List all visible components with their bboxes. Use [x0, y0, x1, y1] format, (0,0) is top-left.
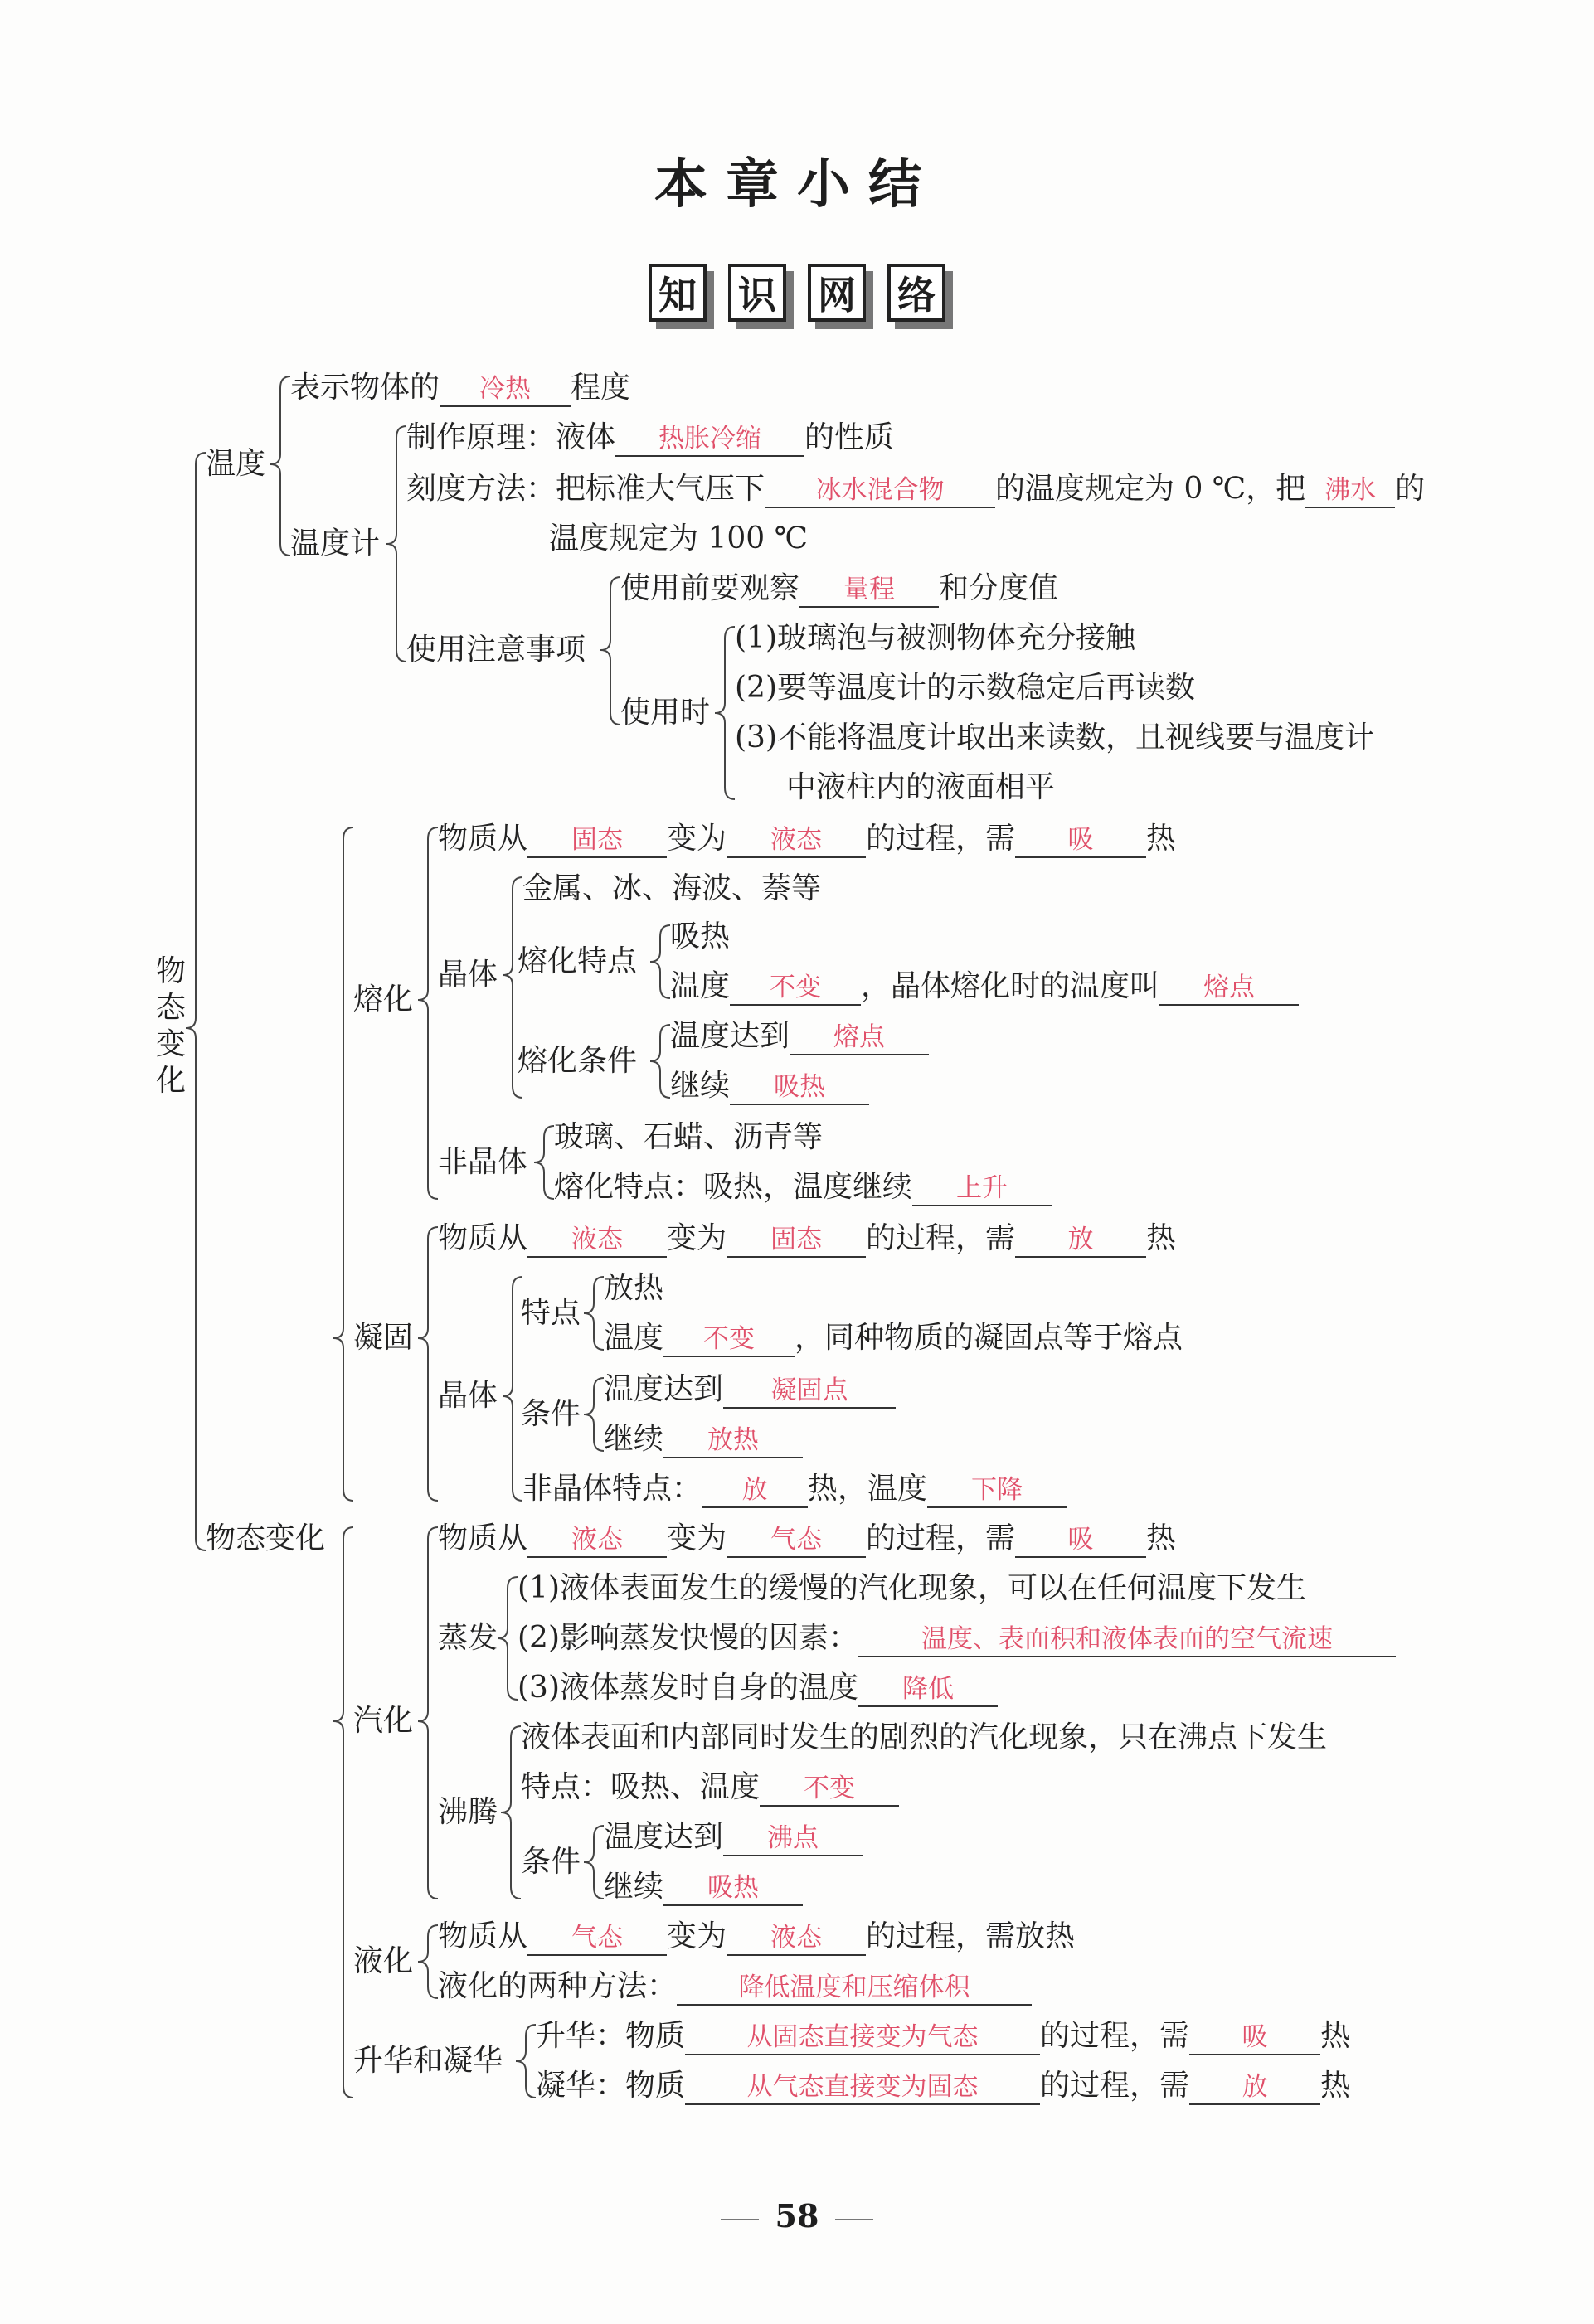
- dash-right: [835, 2219, 873, 2220]
- line-text: 热: [1320, 2069, 1351, 2103]
- answer-blank: 吸热: [663, 1871, 803, 1906]
- map-line-l13: [670, 968, 1299, 1006]
- map-line-l26: [518, 1619, 1396, 1657]
- brace: [501, 1726, 521, 1899]
- label-jingti1: 晶体: [438, 958, 498, 992]
- line-text: 凝华：物质: [536, 2069, 686, 2103]
- brace: [584, 1378, 604, 1451]
- answer-blank: 沸点: [723, 1822, 863, 1856]
- brace: [715, 627, 735, 799]
- brace: [418, 1227, 438, 1501]
- map-line-l10: [438, 820, 1176, 858]
- answer-blank: 不变: [663, 1322, 795, 1357]
- map-line-l11: [522, 870, 821, 908]
- brace: [386, 426, 406, 662]
- label-tiaojian2: 条件: [521, 1845, 581, 1879]
- label-shiyong-zhuyi: 使用注意事项: [406, 633, 586, 667]
- line-text: ，同种物质的凝固点等于熔点: [795, 1321, 1183, 1355]
- map-line-l34: [536, 2017, 1350, 2055]
- answer-blank: 熔点: [790, 1021, 929, 1055]
- map-line-l28: [521, 1719, 1327, 1757]
- line-text: 物质从: [438, 1919, 528, 1953]
- brace: [516, 2025, 536, 2098]
- line-text: (3)液体蒸发时自身的温度: [518, 1671, 858, 1705]
- brace: [498, 1577, 518, 1700]
- line-text: (2)影响蒸发快慢的因素：: [518, 1621, 858, 1655]
- answer-blank: 放: [1015, 1223, 1146, 1258]
- line-text: 非晶体特点：: [522, 1472, 702, 1506]
- answer-blank: 上升: [912, 1172, 1052, 1206]
- label-ronghua-tiaojian: 熔化条件: [518, 1044, 638, 1078]
- answer-blank: 放: [702, 1473, 808, 1508]
- answer-blank: 液态: [527, 1223, 667, 1258]
- label-wutai-bianhua: 物态变化: [206, 1521, 326, 1555]
- line-text: 的: [1395, 472, 1426, 506]
- line-text: 热，温度: [808, 1472, 928, 1506]
- line-text: 中液柱内的液面相平: [786, 770, 1056, 804]
- answer-blank: 不变: [760, 1772, 899, 1807]
- line-text: 热: [1146, 822, 1177, 856]
- answer-blank: 下降: [927, 1473, 1067, 1508]
- line-text: 物质从: [438, 822, 528, 856]
- label-ronghua-tedian: 熔化特点: [518, 944, 638, 978]
- map-line-l32: [438, 1918, 1075, 1956]
- answer-blank: 沸水: [1305, 473, 1395, 508]
- line-text: 玻璃、石蜡、沥青等: [554, 1120, 824, 1154]
- line-text: 温度达到: [604, 1372, 724, 1406]
- line-text: 的过程，需放热: [866, 1919, 1076, 1953]
- label-tiaojian1: 条件: [521, 1397, 581, 1431]
- line-text: 熔化特点：吸热，温度继续: [554, 1170, 913, 1204]
- line-text: 的过程，需: [866, 1221, 1016, 1255]
- brace: [503, 1277, 522, 1501]
- line-text: 变为: [667, 1221, 727, 1255]
- line-text: (1)液体表面发生的缓慢的汽化现象，可以在任何温度下发生: [518, 1571, 1306, 1605]
- map-line-l2: [406, 419, 894, 457]
- map-line-l16: [554, 1118, 823, 1157]
- answer-blank: 液态: [727, 823, 866, 858]
- line-text: 程度: [571, 371, 631, 405]
- brace: [584, 1277, 604, 1350]
- line-text: 液化的两种方法：: [438, 1969, 678, 2003]
- answer-blank: 吸热: [730, 1070, 869, 1105]
- brace: [270, 376, 290, 556]
- brace: [584, 1826, 604, 1899]
- map-line-l5: [620, 570, 1058, 608]
- map-line-l14: [670, 1017, 929, 1055]
- answer-blank: 吸: [1015, 1523, 1146, 1558]
- line-text: 升华：物质: [536, 2019, 686, 2053]
- answer-blank: 熔点: [1159, 971, 1299, 1006]
- answer-blank: 吸: [1189, 2021, 1320, 2055]
- map-line-l12: [670, 918, 730, 956]
- root-label-vertical: 物态变化: [155, 954, 186, 1098]
- map-line-l24: [438, 1520, 1176, 1558]
- map-line-l33: [438, 1967, 1032, 2006]
- label-wenduji: 温度计: [290, 526, 381, 560]
- brace: [534, 1126, 554, 1199]
- subtitle-char: 识: [728, 264, 786, 322]
- line-text: (3)不能将温度计取出来读数，且视线要与温度计: [735, 720, 1374, 754]
- answer-blank: 从固态直接变为气态: [685, 2021, 1040, 2055]
- line-text: 和分度值: [939, 571, 1059, 605]
- page-number-row: [0, 2197, 1594, 2234]
- line-text: 的过程，需: [1040, 2019, 1190, 2053]
- line-text: 金属、冰、海波、萘等: [522, 871, 822, 905]
- map-line-l29: [521, 1768, 899, 1807]
- line-text: 放热: [604, 1271, 664, 1305]
- answer-blank: 热胀冷缩: [615, 422, 804, 457]
- brace: [418, 1527, 438, 1899]
- map-line-l20: [604, 1319, 1183, 1357]
- line-text: 继续: [604, 1870, 664, 1904]
- line-text: 热: [1320, 2019, 1351, 2053]
- map-line-l27: [518, 1669, 998, 1707]
- line-text: 物质从: [438, 1221, 528, 1255]
- line-text: 热: [1146, 1221, 1177, 1255]
- line-text: 液体表面和内部同时发生的剧烈的汽化现象，只在沸点下发生: [521, 1720, 1328, 1754]
- line-text: 温度: [604, 1321, 664, 1355]
- brace: [650, 1025, 670, 1098]
- line-text: (2)要等温度计的示数稳定后再读数: [735, 671, 1195, 705]
- answer-blank: 固态: [527, 823, 667, 858]
- map-line-l25: [518, 1570, 1306, 1608]
- map-line-l23: [522, 1470, 1067, 1508]
- map-line-l1: [290, 369, 630, 407]
- line-text: 刻度方法：把标准大气压下: [406, 472, 765, 506]
- line-text: 的过程，需: [1040, 2069, 1190, 2103]
- label-qihua: 汽化: [353, 1704, 414, 1738]
- map-line-l31: [604, 1868, 803, 1906]
- line-text: 变为: [667, 1521, 727, 1555]
- line-text: 物质从: [438, 1521, 528, 1555]
- map-line-l17: [554, 1168, 1052, 1206]
- label-shenghua-ninghua: 升华和凝华: [353, 2044, 503, 2078]
- answer-blank: 不变: [730, 971, 861, 1006]
- map-line-l15: [670, 1067, 869, 1105]
- answer-blank: 从气态直接变为固态: [685, 2070, 1040, 2105]
- line-text: 的过程，需: [866, 822, 1016, 856]
- answer-blank: 液态: [527, 1523, 667, 1558]
- page-number: 58: [775, 2197, 819, 2234]
- label-wendu: 温度: [206, 447, 266, 481]
- dash-left: [721, 2219, 759, 2220]
- line-text: 特点：吸热、温度: [521, 1770, 761, 1804]
- brace: [600, 577, 620, 725]
- answer-blank: 吸: [1015, 823, 1146, 858]
- page-title: 本章小结: [654, 153, 940, 216]
- map-line-l35: [536, 2067, 1350, 2105]
- answer-blank: 冰水混合物: [765, 473, 995, 508]
- answer-blank: 液态: [727, 1921, 866, 1956]
- map-line-l21: [604, 1371, 896, 1409]
- brace: [186, 453, 206, 1550]
- answer-blank: 降低: [858, 1672, 998, 1707]
- line-text: ，晶体熔化时的温度叫: [861, 969, 1160, 1003]
- line-text: 表示物体的: [290, 371, 440, 405]
- answer-blank: 固态: [727, 1223, 866, 1258]
- map-line-l4: [549, 520, 808, 558]
- label-ninggu: 凝固: [353, 1321, 414, 1355]
- label-shiyongshi: 使用时: [620, 696, 711, 730]
- brace: [650, 925, 670, 998]
- line-text: 温度达到: [670, 1019, 790, 1053]
- line-text: 温度达到: [604, 1820, 724, 1854]
- brace: [333, 827, 353, 1501]
- line-text: 变为: [667, 822, 727, 856]
- line-text: 的性质: [804, 420, 895, 454]
- brace: [418, 827, 438, 1199]
- line-text: 继续: [670, 1069, 731, 1103]
- map-line-l9: [786, 769, 1055, 807]
- map-line-l18: [438, 1220, 1176, 1258]
- answer-blank: 凝固点: [723, 1374, 896, 1409]
- label-jingti2: 晶体: [438, 1379, 498, 1413]
- answer-blank: 气态: [727, 1523, 866, 1558]
- label-yehua: 液化: [353, 1944, 414, 1978]
- line-text: 温度规定为 100 ℃: [549, 522, 808, 556]
- subtitle-char: 知: [649, 264, 707, 322]
- line-text: (1)玻璃泡与被测物体充分接触: [735, 621, 1135, 655]
- brace: [418, 1925, 438, 1998]
- answer-blank: 放: [1189, 2070, 1320, 2105]
- map-line-l8: [735, 719, 1374, 757]
- map-line-l3: [406, 470, 1425, 508]
- answer-blank: 冷热: [440, 372, 571, 407]
- label-zhengfa: 蒸发: [438, 1621, 498, 1655]
- line-text: 温度: [670, 969, 731, 1003]
- answer-blank: 温度、表面积和液体表面的空气流速: [858, 1623, 1396, 1657]
- line-text: 的过程，需: [866, 1521, 1016, 1555]
- answer-blank: 放热: [663, 1424, 803, 1458]
- map-line-l22: [604, 1420, 803, 1458]
- subtitle-char: 网: [808, 264, 866, 322]
- line-text: 的温度规定为 0 ℃，把: [995, 472, 1306, 506]
- line-text: 制作原理：液体: [406, 420, 616, 454]
- line-text: 使用前要观察: [620, 571, 800, 605]
- label-ronghua: 熔化: [353, 982, 414, 1016]
- label-tedian: 特点: [521, 1296, 581, 1330]
- line-text: 吸热: [670, 919, 731, 953]
- map-line-l6: [735, 619, 1135, 657]
- line-text: 继续: [604, 1422, 664, 1456]
- answer-blank: 量程: [799, 573, 939, 608]
- map-line-l30: [604, 1818, 863, 1856]
- line-text: 热: [1146, 1521, 1177, 1555]
- answer-blank: 气态: [527, 1921, 667, 1956]
- label-feijingti: 非晶体: [438, 1145, 528, 1179]
- map-line-l19: [604, 1269, 663, 1308]
- brace: [333, 1527, 353, 2098]
- answer-blank: 降低温度和压缩体积: [677, 1971, 1032, 2006]
- label-feiteng: 沸腾: [438, 1795, 498, 1829]
- map-line-l7: [735, 669, 1195, 707]
- line-text: 变为: [667, 1919, 727, 1953]
- subtitle-char: 络: [887, 264, 945, 322]
